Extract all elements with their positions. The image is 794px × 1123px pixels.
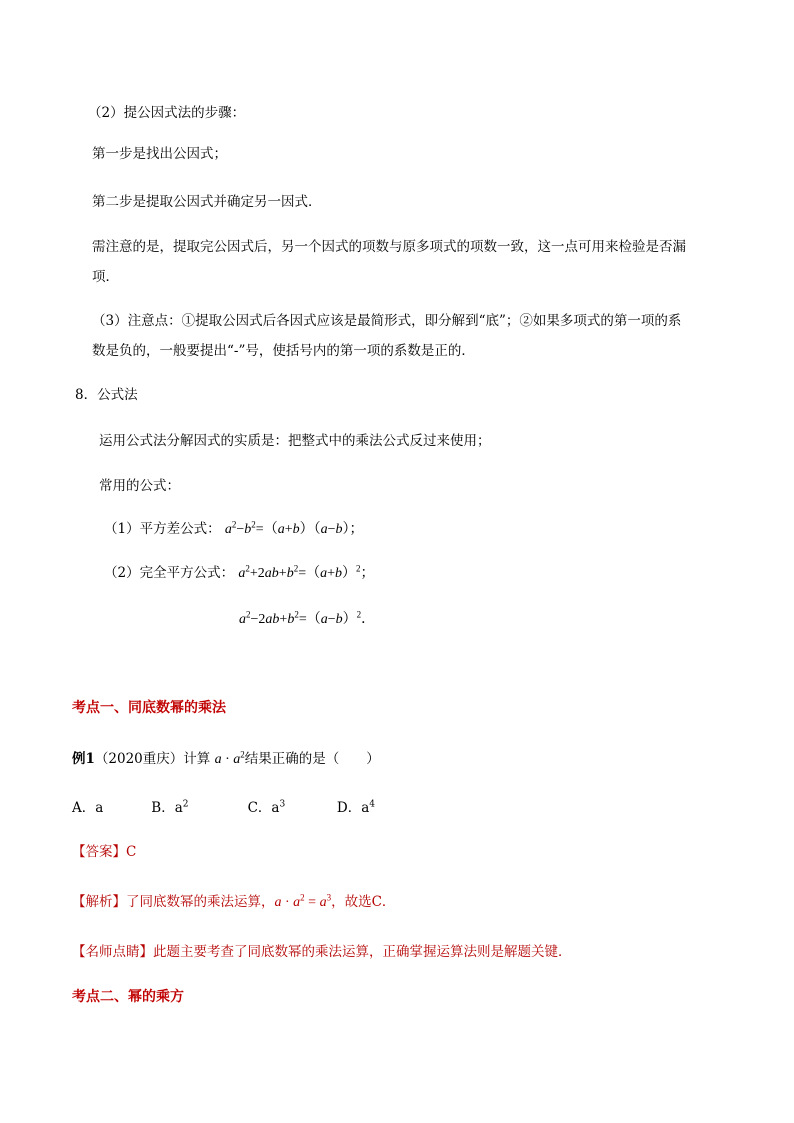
- formula-essence: 运用公式法分解因式的实质是：把整式中的乘法公式反过来使用；: [99, 433, 491, 449]
- analysis-tag: 【解析】: [72, 894, 126, 910]
- step-two: 第二步是提取公因式并确定另一因式．: [92, 194, 322, 210]
- step-one: 第一步是找出公因式；: [92, 146, 227, 162]
- answer-value: C: [126, 844, 137, 860]
- section-heading-1: 考点一、同底数幂的乘法: [72, 700, 226, 716]
- section-heading-2: 考点二、幂的乘方: [72, 989, 184, 1005]
- perfect-square-2: [239, 610, 375, 629]
- option-d: D．$a^4$: [336, 799, 375, 816]
- option-c: C．$a^3$: [247, 799, 286, 816]
- example-tail: 结果正确的是（ ）: [244, 751, 380, 767]
- perfect-square-minus-formula: $a^2-2ab+b^2=(a-b)^2$．: [239, 609, 376, 627]
- option-a: A．a: [72, 800, 104, 816]
- diff-squares-formula: $a^2-b^2=(a+b)(a-b)$；: [224, 519, 364, 537]
- formula-method-heading: 8．公式法: [75, 387, 138, 403]
- analysis-line: [72, 893, 395, 912]
- answer-tag: 【答案】: [72, 844, 126, 860]
- note-line-1: 需注意的是，提取完公因式后，另一个因式的项数与原多项式的项数一致，这一点可用来检验是否漏: [92, 239, 686, 255]
- perfect-square-1: [104, 564, 375, 583]
- analysis-text: 了同底数幂的乘法运算，: [126, 894, 275, 910]
- option-b: B．$a^2$: [151, 799, 189, 816]
- teacher-tag: 【名师点睛】: [72, 944, 153, 960]
- analysis-tail: ，故选C．: [331, 894, 396, 910]
- example-expression: $a \cdot a^2$: [214, 749, 245, 767]
- perfect-square-plus-formula: $a^2+2ab+b^2=(a+b)^2$；: [238, 563, 375, 581]
- note-line-2: 项．: [92, 269, 119, 285]
- caution-line-1: （3）注意点：①提取公因式后各因式应该是最简形式，即分解到“底”；②如果多项式的第一项的系: [92, 313, 682, 329]
- teacher-text: 此题主要考查了同底数幂的乘法运算，正确掌握运算法则是解题关键．: [153, 944, 572, 960]
- answer-options: [72, 799, 375, 817]
- example-1: [72, 750, 380, 769]
- common-formulas-label: 常用的公式：: [99, 478, 180, 494]
- difference-of-squares: [104, 520, 364, 539]
- perfect-square-label: （2）完全平方公式：: [104, 565, 235, 581]
- example-source: （2020重庆）计算: [94, 751, 211, 767]
- diff-squares-label: （1）平方差公式：: [104, 521, 221, 537]
- example-label: 例1: [72, 751, 95, 767]
- caution-line-2: 数是负的，一般要提出“-”号，使括号内的第一项的系数是正的．: [92, 343, 475, 359]
- step-heading: （2）提公因式法的步骤：: [88, 105, 246, 121]
- teacher-note-line: [72, 943, 572, 961]
- analysis-formula: $a \cdot a^2 = a^3$: [274, 892, 332, 910]
- answer-line: [72, 843, 136, 861]
